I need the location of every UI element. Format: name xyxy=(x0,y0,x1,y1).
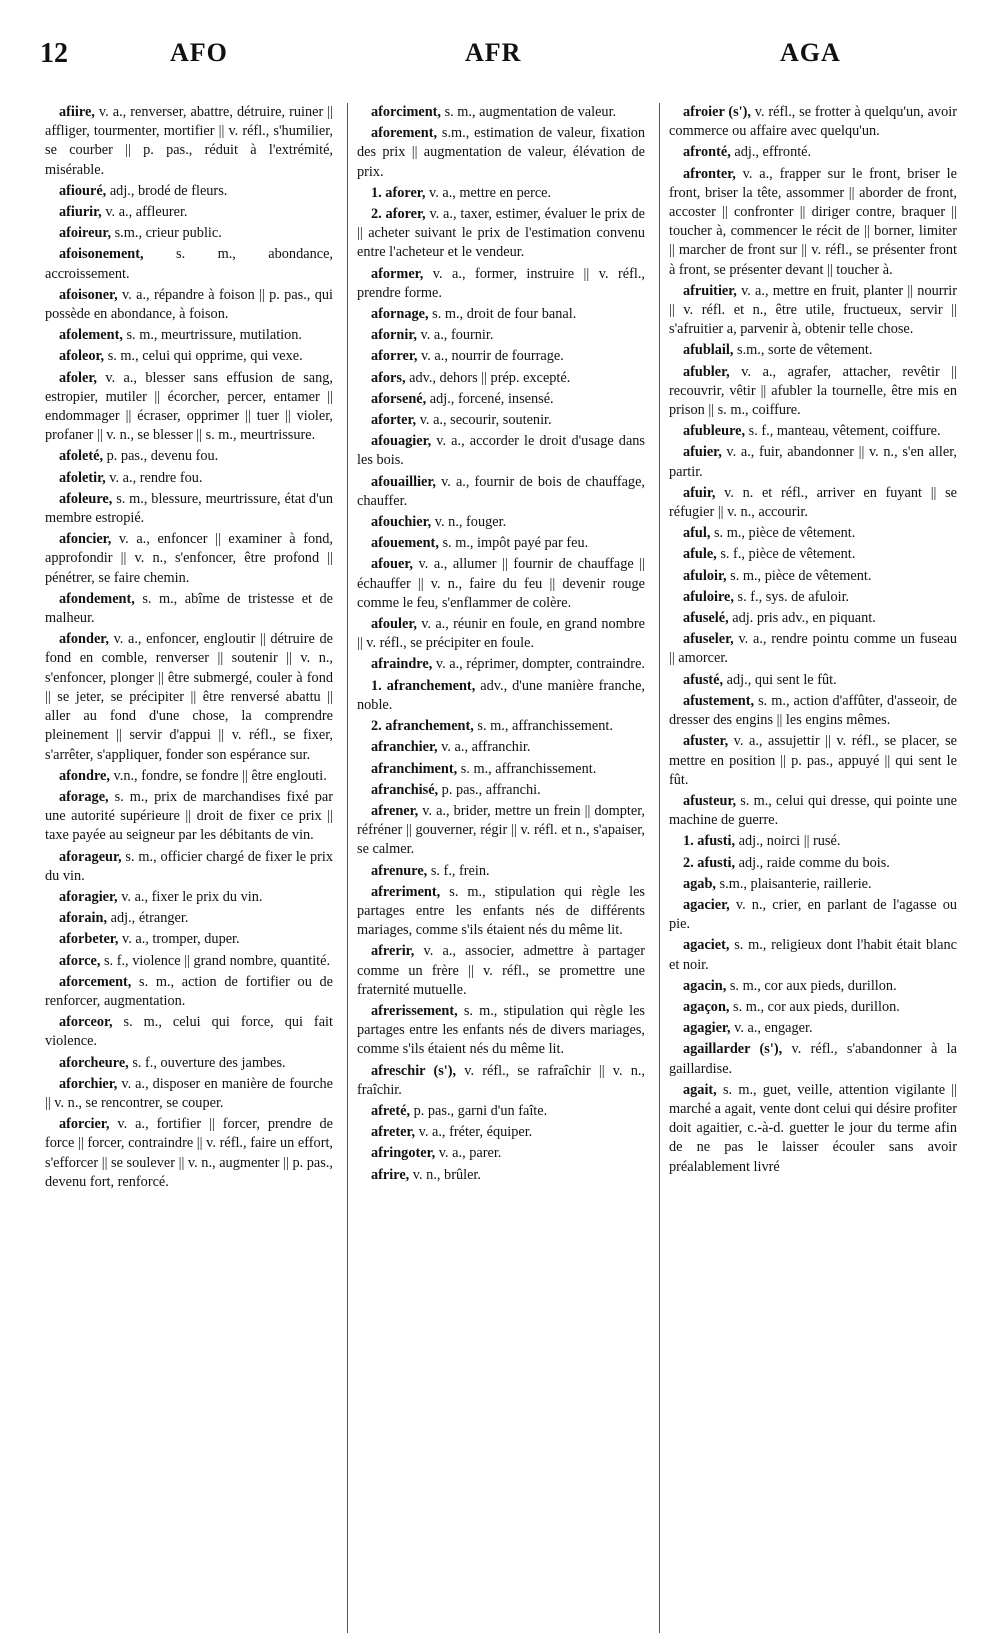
definition: p. pas., devenu fou. xyxy=(103,448,219,465)
dictionary-entry xyxy=(669,422,957,441)
definition: s. m., meurtrissure, mutilation. xyxy=(122,327,303,344)
headword: afouaillier, xyxy=(371,473,436,490)
guide-word-left: AFO xyxy=(170,38,228,67)
definition: s. m., affranchissement. xyxy=(473,718,613,735)
dictionary-entry xyxy=(357,802,645,860)
definition: v. a., associer, admettre à partager comme un frère || v. réfl., se promettre une fraternité mutuelle. xyxy=(357,943,645,998)
dictionary-entry xyxy=(357,103,645,122)
headword: afonder, xyxy=(59,631,109,648)
headword: afreschir (s'), xyxy=(371,1062,457,1079)
definition: s. m., prix de marchandises fixé par une autorité supérieure || droit de fixer ce prix || taxe payée au seigneur par les débitants de vin. xyxy=(45,788,333,844)
dictionary-entry xyxy=(669,896,957,934)
headword: afublail, xyxy=(683,342,734,359)
definition: v. a., affranchir. xyxy=(437,739,531,756)
definition: s. m., religieux dont l'habit était blanc et noir. xyxy=(669,937,957,973)
headword: afusté, xyxy=(683,671,724,688)
dictionary-entry xyxy=(669,545,957,564)
dictionary-entry xyxy=(357,432,645,470)
dictionary-entry xyxy=(45,182,333,201)
headword: afoletir, xyxy=(59,469,106,486)
definition: v. a., former, instruire || v. réfl., prendre forme. xyxy=(357,265,645,301)
headword: 1. aforer, xyxy=(371,184,426,201)
dictionary-entry xyxy=(669,998,957,1017)
headword: afruitier, xyxy=(683,282,737,299)
headword: afrenure, xyxy=(371,862,428,879)
headword: 2. afusti, xyxy=(683,854,736,871)
dictionary-entry xyxy=(357,1123,645,1142)
headword: afolement, xyxy=(59,327,123,344)
definition: v. a., blesser sans effusion de sang, estropier, mutiler || écorcher, percer, entamer || endommager || écraser, opprimer || tuer || violer, profaner || v. n., se blesser || s. m., meurtrissure. xyxy=(45,369,333,444)
dictionary-entry xyxy=(45,347,333,366)
definition: v. a., répandre à foison || p. pas., qui possède en abondance, à foison. xyxy=(45,286,333,323)
dictionary-entry xyxy=(45,103,333,180)
dictionary-entry xyxy=(669,732,957,790)
definition: s. m., celui qui opprime, qui vexe. xyxy=(104,348,303,365)
definition: s. m., abîme de tristesse et de malheur. xyxy=(45,590,333,627)
dictionary-entry xyxy=(45,203,333,222)
headword: aful, xyxy=(683,525,711,542)
dictionary-entry xyxy=(357,655,645,674)
headword: afrerissement, xyxy=(371,1002,458,1019)
headword: afornage, xyxy=(371,306,429,323)
definition: s. f., frein. xyxy=(427,862,490,879)
dictionary-entry xyxy=(669,609,957,628)
headword: afuier, xyxy=(683,444,722,461)
dictionary-entry xyxy=(357,265,645,303)
dictionary-entry xyxy=(357,942,645,1000)
definition: v. a., taxer, estimer, évaluer le prix de || acheter suivant le prix de l'estimation convenu entre l'acheteur et le vendeur. xyxy=(357,206,645,261)
definition: adj., étranger. xyxy=(107,910,189,927)
headword: afringoter, xyxy=(371,1145,436,1162)
headword: aforagier, xyxy=(59,888,118,905)
headword: afule, xyxy=(683,546,717,563)
definition: adj., brodé de fleurs. xyxy=(106,182,228,199)
definition: v. a., affleurer. xyxy=(101,204,188,221)
dictionary-entry xyxy=(357,411,645,430)
headword: agab, xyxy=(683,875,716,892)
dictionary-entry xyxy=(669,443,957,481)
dictionary-entry xyxy=(669,977,957,996)
headword: afuloir, xyxy=(683,567,727,584)
definition: v. réfl., se frotter à quelqu'un, avoir commerce ou affaire avec quelqu'un. xyxy=(669,104,957,140)
headword: afrener, xyxy=(371,802,419,819)
dictionary-entry xyxy=(669,854,957,873)
dictionary-entry xyxy=(357,615,645,653)
definition: s. m., cor aux pieds, durillon. xyxy=(726,977,897,994)
headword: afondre, xyxy=(59,767,110,784)
definition: v. a., brider, mettre un frein || dompter, réfréner || gouverner, régir || v. réfl. et n., s'apaiser, se calmer. xyxy=(357,802,645,858)
definition: s. m., affranchissement. xyxy=(457,760,597,777)
guide-word-right: AGA xyxy=(780,38,841,67)
definition: v. a., réunir en foule, en grand nombre || v. réfl., se précipiter en foule. xyxy=(357,616,645,652)
headword: afroier (s'), xyxy=(683,104,751,120)
definition: s. f., pièce de vêtement. xyxy=(716,546,856,563)
headword: aforage, xyxy=(59,788,109,805)
dictionary-entry xyxy=(357,305,645,324)
guide-word-center: AFR xyxy=(465,38,522,67)
definition: s. m., pièce de vêtement. xyxy=(710,525,856,542)
dictionary-entry xyxy=(669,484,957,522)
dictionary-entry xyxy=(669,1040,957,1078)
headword: afouler, xyxy=(371,616,417,633)
dictionary-entry xyxy=(669,692,957,730)
definition: s. f., ouverture des jambes. xyxy=(128,1054,286,1071)
dictionary-entry xyxy=(45,590,333,628)
headword: afreter, xyxy=(371,1124,416,1141)
column-1 xyxy=(45,103,333,1633)
dictionary-entry xyxy=(669,103,957,141)
dictionary-entry xyxy=(357,369,645,388)
dictionary-entry xyxy=(45,930,333,949)
definition: v. a., réprimer, dompter, contraindre. xyxy=(432,656,645,673)
definition: v. a., mettre en perce. xyxy=(425,184,552,201)
headword: aforceor, xyxy=(59,1014,113,1031)
dictionary-entry xyxy=(45,952,333,971)
dictionary-entry xyxy=(357,347,645,366)
dictionary-entry xyxy=(669,165,957,280)
headword: 1. afranchement, xyxy=(371,677,476,694)
definition: v. a., allumer || fournir de chauffage || échauffer || v. n., faire du feu || devenir rouge comme le feu, s'enflammer de colère. xyxy=(357,556,645,611)
headword: agaillarder (s'), xyxy=(683,1041,783,1058)
headword: afiire, xyxy=(59,104,95,120)
dictionary-entry xyxy=(45,1013,333,1051)
definition: s. m., stipulation qui règle les partages entre les enfants nés de différents mariages, comme s'ils étaient nés du même lit. xyxy=(357,883,645,939)
definition: s. f., violence || grand nombre, quantité. xyxy=(100,952,331,969)
dictionary-entry xyxy=(669,143,957,162)
definition: v. a., nourrir de fourrage. xyxy=(417,348,564,365)
headword: afuselé, xyxy=(683,610,729,627)
dictionary-entry xyxy=(669,1019,957,1038)
headword: afranchier, xyxy=(371,739,438,756)
headword: afoleor, xyxy=(59,348,105,365)
dictionary-entry xyxy=(45,767,333,786)
dictionary-entry xyxy=(357,717,645,736)
dictionary-entry xyxy=(669,936,957,974)
headword: afornir, xyxy=(371,327,417,344)
definition: v. a., disposer en manière de fourche || v. n., se rencontrer, se couper. xyxy=(45,1075,333,1111)
definition: p. pas., affranchi. xyxy=(438,781,541,798)
definition: v. n., brûler. xyxy=(409,1166,481,1183)
headword: aforcheure, xyxy=(59,1054,129,1071)
headword: afubler, xyxy=(683,363,730,380)
definition: adj., qui sent le fût. xyxy=(723,671,837,688)
headword: afoisonement, xyxy=(59,246,144,263)
dictionary-entry xyxy=(357,1144,645,1163)
dictionary-entry xyxy=(669,630,957,668)
headword: aforter, xyxy=(371,412,417,429)
headword: afuseler, xyxy=(683,631,734,648)
headword: afronté, xyxy=(683,144,731,161)
dictionary-entry xyxy=(357,883,645,941)
headword: aforrer, xyxy=(371,348,418,365)
definition: s. f., manteau, vêtement, coiffure. xyxy=(745,423,941,440)
definition: v.n., fondre, se fondre || être englouti. xyxy=(109,767,327,784)
definition: adj., effronté. xyxy=(730,144,812,161)
dictionary-entry xyxy=(357,390,645,409)
dictionary-entry xyxy=(45,909,333,928)
headword: aforcier, xyxy=(59,1116,110,1133)
dictionary-entry xyxy=(45,888,333,907)
dictionary-entry xyxy=(45,1115,333,1192)
headword: afoleté, xyxy=(59,448,104,465)
definition: v. a., enfoncer || examiner à fond, approfondir || v. n., s'enfoncer, être profond || pénétrer, se faire chemin. xyxy=(45,531,333,586)
dictionary-entry xyxy=(669,875,957,894)
dictionary-entry xyxy=(357,862,645,881)
headword: afuster, xyxy=(683,733,729,750)
headword: afreriment, xyxy=(371,883,441,900)
dictionary-entry xyxy=(357,555,645,613)
headword: 2. aforer, xyxy=(371,206,426,223)
definition: v. a., secourir, soutenir. xyxy=(416,412,552,429)
headword: afusteur, xyxy=(683,792,737,809)
headword: afraindre, xyxy=(371,656,433,673)
definition: adj., raide comme du bois. xyxy=(735,854,890,871)
definition: v. a., engager. xyxy=(730,1020,813,1037)
headword: aforcement, xyxy=(59,973,132,990)
headword: afoleure, xyxy=(59,490,113,507)
definition: s. m., officier chargé de fixer le prix du vin. xyxy=(45,848,333,884)
headword: afors, xyxy=(371,369,406,386)
dictionary-entry xyxy=(357,760,645,779)
definition: s. m., action d'affûter, d'asseoir, de dresser des engins || les engins mêmes. xyxy=(669,692,957,729)
headword: 1. afusti, xyxy=(683,833,736,850)
headword: afoler, xyxy=(59,369,97,386)
dictionary-entry xyxy=(669,588,957,607)
headword: afiurir, xyxy=(59,204,102,221)
column-divider xyxy=(659,103,660,1633)
definition: v. a., fuir, abandonner || v. n., s'en aller, partir. xyxy=(669,444,957,480)
definition: s. m., abondance, accroissement. xyxy=(45,246,333,282)
headword: aforsené, xyxy=(371,390,427,407)
headword: afoisoner, xyxy=(59,286,118,303)
dictionary-entry xyxy=(357,326,645,345)
definition: v. a., fixer le prix du vin. xyxy=(117,888,263,905)
headword: afiouré, xyxy=(59,182,107,199)
page-number: 12 xyxy=(40,38,68,69)
definition: v. a., mettre en fruit, planter || nourrir || v. réfl. et n., être utile, fructueux, servir || s'afruitier a, parvenir à, obtenir telle chose. xyxy=(669,282,957,338)
dictionary-entry xyxy=(357,513,645,532)
dictionary-entry xyxy=(45,286,333,324)
definition: v. a., tromper, duper. xyxy=(118,931,240,948)
dictionary-entry xyxy=(357,1166,645,1185)
definition: s. m., cor aux pieds, durillon. xyxy=(729,998,900,1015)
headword: afoncier, xyxy=(59,531,112,548)
definition: adj. pris adv., en piquant. xyxy=(728,610,876,627)
headword: 2. afranchement, xyxy=(371,718,474,735)
definition: adv., dehors || prép. excepté. xyxy=(405,369,571,386)
definition: v. a., enfoncer, engloutir || détruire de fond en comble, renverser || soutenir || v. n., s'enfoncer, plonger || être submergé, couler à fond || se jeter, se précipiter || être renversé abattu || aller au fond d'une chose, la comprendre pleinement || servir d'appui || v. réfl., se fixer, s'arrêter, s'appliquer, fonder son espérance sur. xyxy=(45,631,333,763)
definition: s. m., impôt payé par feu. xyxy=(438,535,589,552)
column-3 xyxy=(669,103,957,1633)
headword: aforchier, xyxy=(59,1075,118,1092)
headword: afranchisé, xyxy=(371,781,439,798)
headword: afouer, xyxy=(371,556,413,573)
dictionary-entry xyxy=(357,184,645,203)
definition: v. réfl., se rafraîchir || v. n., fraîchir. xyxy=(357,1062,645,1098)
headword: afrire, xyxy=(371,1166,410,1183)
headword: afouagier, xyxy=(371,433,432,450)
definition: s. m., celui qui force, qui fait violence. xyxy=(45,1014,333,1050)
headword: afubleure, xyxy=(683,423,746,440)
dictionary-entry xyxy=(45,469,333,488)
definition: adv., d'une manière franche, noble. xyxy=(357,677,645,713)
dictionary-entry xyxy=(669,1081,957,1177)
dictionary-columns xyxy=(45,103,957,1633)
definition: v. réfl., s'abandonner à la gaillardise. xyxy=(669,1041,957,1077)
definition: v. a., frapper sur le front, briser le front, briser la tête, assommer || aborder de front, accoster || confronter || diriger contre, braquer || toucher à, commencer le récit de || borner, limiter || marcher de front sur || v. réfl., se présenter front à front, se présenter devant || toucher à. xyxy=(669,165,957,278)
headword: agaciet, xyxy=(683,937,730,954)
headword: agaçon, xyxy=(683,998,730,1015)
headword: aforbeter, xyxy=(59,931,119,948)
dictionary-entry xyxy=(357,677,645,715)
dictionary-entry xyxy=(45,245,333,283)
definition: s. m., augmentation de valeur. xyxy=(441,104,617,120)
definition: s.m., sorte de vêtement. xyxy=(733,342,873,359)
dictionary-entry xyxy=(45,1075,333,1113)
dictionary-entry xyxy=(45,369,333,446)
headword: aforciment, xyxy=(371,104,442,120)
definition: v. a., parer. xyxy=(435,1145,502,1162)
definition: s. m., guet, veille, attention vigilante || marché a agait, vente dont celui qui désire profiter doit agaitier, c.-à-d. guetter le jour du terme afin de ne pas le laisser écouler sans avoir préalablement livré xyxy=(669,1081,957,1175)
dictionary-entry xyxy=(669,524,957,543)
definition: v. a., fréter, équiper. xyxy=(415,1124,533,1141)
dictionary-entry xyxy=(45,490,333,528)
definition: v. n., fouger. xyxy=(431,514,507,531)
definition: s. m., stipulation qui règle les partages entre les enfants nés de divers mariages, comme s'ils étaient nés du même lit. xyxy=(357,1002,645,1058)
dictionary-entry xyxy=(669,341,957,360)
headword: afranchiment, xyxy=(371,760,458,777)
definition: v. a., rendre fou. xyxy=(105,469,203,486)
dictionary-entry xyxy=(45,788,333,846)
definition: s. m., celui qui dresse, qui pointe une machine de guerre. xyxy=(669,792,957,829)
dictionary-entry xyxy=(669,363,957,421)
headword: aforement, xyxy=(371,125,438,142)
headword: aforageur, xyxy=(59,848,122,865)
definition: v. a., fournir de bois de chauffage, chauffer. xyxy=(357,473,645,509)
headword: afondement, xyxy=(59,590,135,607)
headword: aforce, xyxy=(59,952,101,969)
definition: p. pas., garni d'un faîte. xyxy=(410,1102,548,1119)
definition: v. a., assujettir || v. réfl., se placer, se mettre en position || p. pas., appuyé || qui sent le fût. xyxy=(669,733,957,788)
definition: v. a., fortifier || forcer, prendre de force || forcer, contraindre || v. réfl., faire un effort, s'efforcer || se soulever || v. n., augmenter || p. pas., devenu fort, renforcé. xyxy=(45,1116,333,1190)
headword: afustement, xyxy=(683,692,755,709)
column-divider xyxy=(347,103,348,1633)
dictionary-entry xyxy=(357,1002,645,1060)
dictionary-entry xyxy=(357,738,645,757)
definition: s.m., plaisanterie, raillerie. xyxy=(715,875,872,892)
dictionary-entry xyxy=(357,781,645,800)
dictionary-entry xyxy=(669,832,957,851)
headword: agacier, xyxy=(683,896,730,913)
dictionary-entry xyxy=(357,205,645,263)
dictionary-entry xyxy=(669,282,957,340)
headword: agait, xyxy=(683,1081,717,1098)
definition: s. m., action de fortifier ou de renforcer, augmentation. xyxy=(45,973,333,1009)
running-header xyxy=(40,38,960,82)
headword: afouchier, xyxy=(371,514,432,531)
headword: agacin, xyxy=(683,977,727,994)
dictionary-entry xyxy=(45,224,333,243)
column-2 xyxy=(357,103,645,1633)
definition: v. n., crier, en parlant de l'agasse ou pie. xyxy=(669,896,957,933)
headword: aformer, xyxy=(371,265,424,282)
definition: v. a., agrafer, attacher, revêtir || recouvrir, vêtir || afubler la tournelle, être mis en prison || s. m., coiffure. xyxy=(669,363,957,419)
definition: v. a., renverser, abattre, détruire, ruiner || affliger, tourmenter, mortifier || v. réfl., s'humilier, se courber || p. pas., réduit à l'extrémité, misérable. xyxy=(45,104,333,178)
dictionary-entry xyxy=(357,534,645,553)
definition: s. m., blessure, meurtrissure, état d'un membre estropié. xyxy=(45,490,333,527)
headword: afuir, xyxy=(683,484,716,501)
headword: afuloire, xyxy=(683,588,734,605)
dictionary-entry xyxy=(669,792,957,830)
dictionary-entry xyxy=(45,848,333,886)
headword: afouement, xyxy=(371,535,439,552)
dictionary-entry xyxy=(45,1054,333,1073)
dictionary-entry xyxy=(357,473,645,511)
headword: afoireur, xyxy=(59,225,112,242)
definition: s.m., crieur public. xyxy=(111,225,222,242)
dictionary-entry xyxy=(45,973,333,1011)
definition: s. f., sys. de afuloir. xyxy=(733,588,850,605)
definition: s. m., droit de four banal. xyxy=(428,306,577,323)
dictionary-entry xyxy=(45,447,333,466)
headword: afreté, xyxy=(371,1102,411,1119)
headword: aforain, xyxy=(59,910,108,927)
headword: afrerir, xyxy=(371,943,415,960)
definition: v. a., rendre pointu comme un fuseau || amorcer. xyxy=(669,631,957,667)
definition: s. m., pièce de vêtement. xyxy=(726,567,872,584)
definition: adj., forcené, insensé. xyxy=(426,390,554,407)
definition: v. a., fournir. xyxy=(416,327,494,344)
definition: v. n. et réfl., arriver en fuyant || se réfugier || v. n., accourir. xyxy=(669,484,957,521)
dictionary-entry xyxy=(669,567,957,586)
headword: afronter, xyxy=(683,165,736,182)
dictionary-entry xyxy=(357,1062,645,1100)
headword: agagier, xyxy=(683,1020,731,1037)
definition: s.m., estimation de valeur, fixation des prix || augmentation de valeur, élévation de prix. xyxy=(357,125,645,180)
dictionary-entry xyxy=(357,1102,645,1121)
dictionary-entry xyxy=(45,530,333,588)
definition: adj., noirci || rusé. xyxy=(735,833,841,850)
dictionary-entry xyxy=(45,326,333,345)
dictionary-entry xyxy=(45,630,333,764)
dictionary-entry xyxy=(357,124,645,182)
dictionary-entry xyxy=(669,671,957,690)
definition: v. a., accorder le droit d'usage dans les bois. xyxy=(357,433,645,469)
